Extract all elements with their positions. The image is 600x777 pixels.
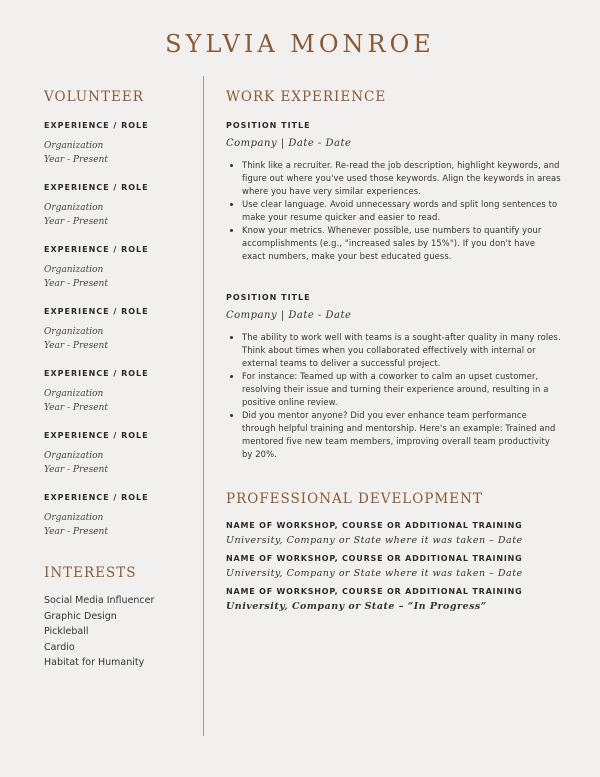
job-entry (226, 121, 561, 263)
professional-development-heading: PROFESSIONAL DEVELOPMENT (226, 491, 483, 507)
volunteer-item (44, 369, 194, 415)
position-title: POSITION TITLE (226, 293, 311, 302)
training-detail: University, Company or State where it was taken – Date (226, 535, 523, 546)
volunteer-organization: Organization (44, 513, 104, 523)
volunteer-organization: Organization (44, 327, 104, 337)
volunteer-organization: Organization (44, 451, 104, 461)
position-title: POSITION TITLE (226, 121, 311, 130)
job-bullet: • Think like a recruiter. Re-read the job description, highlight keywords, and figure out where you've used those keywords. Align the keywords in areas where you have very similar experiences. (242, 159, 561, 198)
volunteer-role: EXPERIENCE / ROLE (44, 369, 149, 378)
volunteer-item (44, 493, 194, 539)
volunteer-item (44, 307, 194, 353)
volunteer-role: EXPERIENCE / ROLE (44, 245, 149, 254)
job-entry (226, 293, 561, 461)
interest-item: Pickleball (44, 626, 89, 637)
volunteer-organization: Organization (44, 141, 104, 151)
left-column (44, 89, 194, 671)
training-detail: University, Company or State where it was taken – Date (226, 568, 523, 579)
job-bullet: • For instance: Teamed up with a coworker to calm an upset customer, resolving their issue and turning their experience around, resulting in a positive online review. (242, 370, 561, 409)
interest-item: Cardio (44, 641, 75, 653)
volunteer-years: Year - Present (44, 155, 108, 165)
job-bullets (226, 331, 561, 461)
volunteer-item (44, 431, 194, 477)
volunteer-role: EXPERIENCE / ROLE (44, 431, 149, 440)
training-name: NAME OF WORKSHOP, COURSE OR ADDITIONAL TRAINING (226, 554, 523, 563)
interest-item: Social Media Influencer (44, 595, 155, 606)
volunteer-years: Year - Present (44, 279, 108, 289)
resume-name: SYLVIA MONROE (165, 30, 435, 58)
volunteer-organization: Organization (44, 265, 104, 275)
training-entry (226, 554, 561, 579)
job-bullet: • The ability to work well with teams is a sought-after quality in many roles. Think about times when you collaborated effectively with internal or external teams to deliver a successful project. (242, 331, 561, 370)
company-date: Company | Date - Date (226, 310, 352, 321)
job-bullet: • Know your metrics. Whenever possible, use numbers to quantify your accomplishments (e.g., "increased sales by 15%"). If you don't have exact numbers, make your best educated guess. (242, 224, 561, 263)
interests-heading: INTERESTS (44, 565, 137, 581)
right-column (226, 89, 561, 620)
work-experience-heading: WORK EXPERIENCE (226, 89, 387, 105)
volunteer-years: Year - Present (44, 341, 108, 351)
training-entry (226, 587, 561, 612)
volunteer-heading: VOLUNTEER (44, 89, 144, 105)
training-name: NAME OF WORKSHOP, COURSE OR ADDITIONAL TRAINING (226, 587, 523, 596)
interest-item: Graphic Design (44, 610, 117, 622)
training-detail: University, Company or State – “In Progress” (226, 601, 487, 612)
volunteer-organization: Organization (44, 203, 104, 213)
volunteer-years: Year - Present (44, 465, 108, 475)
interest-item: Habitat for Humanity (44, 657, 145, 668)
volunteer-item (44, 121, 194, 167)
volunteer-role: EXPERIENCE / ROLE (44, 307, 149, 316)
company-date: Company | Date - Date (226, 138, 352, 149)
volunteer-item (44, 183, 194, 229)
job-bullet: • Use clear language. Avoid unnecessary words and split long sentences to make your resume quicker and easier to read. (242, 198, 561, 224)
volunteer-years: Year - Present (44, 217, 108, 227)
volunteer-organization: Organization (44, 389, 104, 399)
training-entry (226, 521, 561, 546)
job-bullet: • Did you mentor anyone? Did you ever enhance team performance through helpful training and mentorship. Here's an example: Trained and mentored five new team members, improving overall team productivity by 20%. (242, 409, 561, 461)
column-divider (203, 76, 204, 736)
volunteer-years: Year - Present (44, 527, 108, 537)
volunteer-item (44, 245, 194, 291)
volunteer-years: Year - Present (44, 403, 108, 413)
volunteer-role: EXPERIENCE / ROLE (44, 121, 149, 130)
volunteer-role: EXPERIENCE / ROLE (44, 493, 149, 502)
job-bullets (226, 159, 561, 263)
volunteer-role: EXPERIENCE / ROLE (44, 183, 149, 192)
training-name: NAME OF WORKSHOP, COURSE OR ADDITIONAL TRAINING (226, 521, 523, 530)
